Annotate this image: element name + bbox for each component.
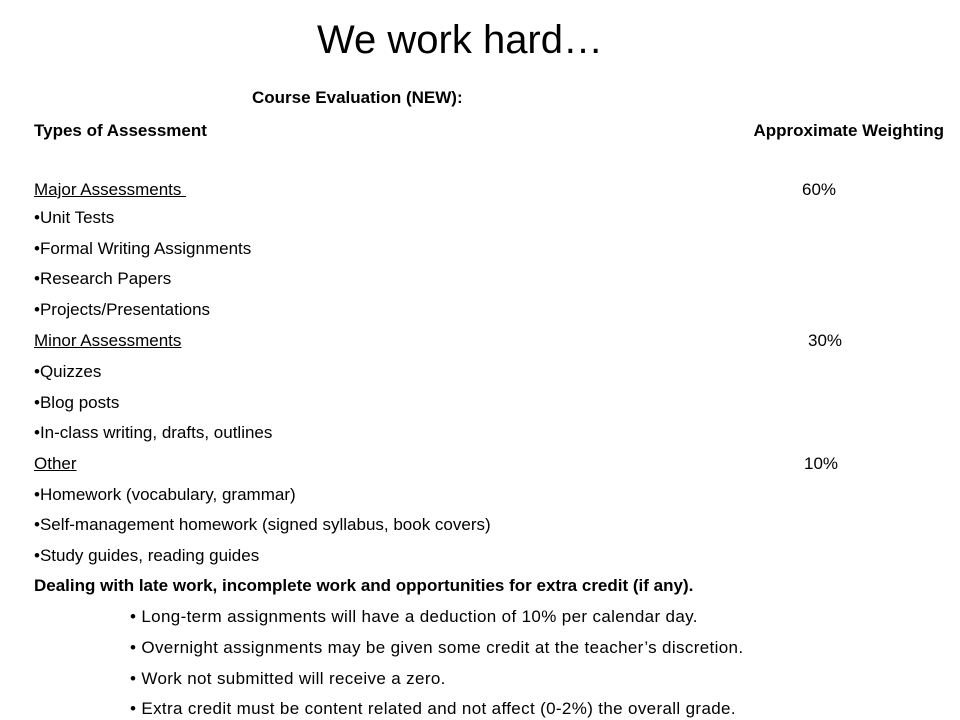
major-assessments-weight: 60% — [802, 180, 837, 199]
list-item: •Blog posts — [34, 393, 120, 412]
category-major-assessments: Major Assessments — [34, 180, 187, 199]
list-item: •In-class writing, drafts, outlines — [34, 423, 273, 442]
list-item: •Projects/Presentations — [34, 300, 211, 319]
policy-item: • Work not submitted will receive a zero. — [130, 669, 446, 688]
policy-item: • Long-term assignments will have a deduction of 10% per calendar day. — [130, 607, 698, 626]
category-minor-assessments: Minor Assessments — [34, 331, 182, 350]
policy-item: • Extra credit must be content related and not affect (0-2%) the overall grade. — [130, 699, 736, 718]
category-other: Other — [34, 454, 77, 473]
list-item: •Self-management homework (signed syllabus, book covers) — [34, 515, 491, 534]
list-item: •Unit Tests — [34, 208, 115, 227]
policy-item: • Overnight assignments may be given some credit at the teacher’s discretion. — [130, 638, 744, 657]
weighting-header: Approximate Weighting — [753, 121, 944, 140]
list-item: •Research Papers — [34, 269, 172, 288]
list-item: •Study guides, reading guides — [34, 546, 260, 565]
list-item: •Homework (vocabulary, grammar) — [34, 485, 296, 504]
late-work-policy-heading: Dealing with late work, incomplete work and opportunities for extra credit (if any). — [34, 576, 694, 595]
list-item: •Formal Writing Assignments — [34, 239, 252, 258]
assessment-types-header: Types of Assessment — [34, 121, 207, 140]
list-item: •Quizzes — [34, 362, 102, 381]
other-weight: 10% — [804, 454, 839, 473]
slide-title: We work hard… — [316, 18, 603, 62]
evaluation-subtitle: Course Evaluation (NEW): — [252, 88, 463, 107]
minor-assessments-weight: 30% — [808, 331, 843, 350]
